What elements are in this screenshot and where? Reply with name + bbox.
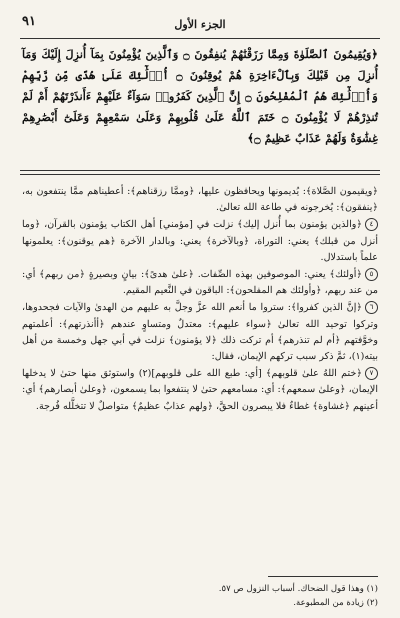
tafsir-body xyxy=(22,184,378,570)
verse-number-badge: ٦ xyxy=(365,301,378,314)
header-rule xyxy=(20,38,380,39)
verse-number-badge: ٤ xyxy=(365,218,378,231)
tafsir-paragraph: ٦﴿إنَّ الذين كفروا﴾: ستروا ما أنعم الله عزَّ وجلَّ به عليهم من الهدىٰ والآيات فجحدوها، وتركوا توحيد الله تعالىٰ ﴿سواء عليهم﴾: معتدلٌ ومتساوٍ عندهم ﴿أأنذرتهم﴾: أعلمتهم وخوَّفتهم ﴿أم لم تنذرهم﴾ أم تركت ذلك ﴿لا يؤمنون﴾ نزلت في أبي جهل وخمسة من أهل بيته(١)، ثمَّ ذكر سبب تركهم الإيمان، فقال: xyxy=(22,302,378,363)
footnote-2: (٢) زيادة من المطبوعة. xyxy=(293,598,378,608)
quran-verses: ﴿وَيُقِيمُونَ ٱلصَّلَوٰةَ وَمِمَّا رَزَقْنَٰهُمْ يُنفِقُونَ ۝ وَٱلَّذِينَ يُؤْمِنُونَ بِمَآ أُنزِلَ إِلَيْكَ وَمَآ أُنزِلَ مِن قَبْلِكَ وَبِٱلْءَاخِرَةِ هُمْ يُوقِنُونَ ۝ أُو۟لَٰٓئِكَ عَلَىٰ هُدًى مِّن رَّبِّهِمْ وَأُو۟لَٰٓئِكَ هُمُ ٱلْمُفْلِحُونَ ۝ إِنَّ ٱلَّذِينَ كَفَرُوا۟ سَوَآءٌ عَلَيْهِمْ ءَأَنذَرْتَهُمْ أَمْ لَمْ تُنذِرْهُمْ لَا يُؤْمِنُونَ ۝ خَتَمَ ٱللَّهُ عَلَىٰ قُلُوبِهِمْ وَعَلَىٰ سَمْعِهِمْ وَعَلَىٰٓ أَبْصَٰرِهِمْ غِشَٰوَةٌ وَلَهُمْ عَذَابٌ عَظِيمٌ ۝﴾ xyxy=(22,47,378,145)
tafsir-paragraph: ﴿ويقيمون الصَّلاة﴾: يُديمونها ويحافظون عليها، ﴿وممَّا رزقناهم﴾: أعطيناهم ممَّا ينتفعون به، ﴿ينفقون﴾: يُخرجونه في طاعة الله تعالىٰ. xyxy=(22,186,378,214)
footnote-rule xyxy=(268,576,378,577)
tafsir-paragraph: ٧﴿ختم اللهُ علىٰ قلوبهم﴾ [أي: طبع الله على قلوبهم](٢) واستوثق منها حتىٰ لا يدخلها الإيمان، ﴿وعلىٰ سمعهم﴾: أي: مسامعهم حتىٰ لا ينتفعوا بما يسمعون، ﴿وعلىٰ أبصارهم﴾ أي: أعينهم ﴿غشاوة﴾ غطاءٌ فلا يبصرون الحقَّ، ﴿ولهم عذابٌ عظيمٌ﴾ متواصلٌ لا تتخلَّله فُرجة. xyxy=(22,368,378,412)
footnote-1: (١) وهذا قول الضحاك. أسباب النزول ص ٥٧. xyxy=(218,584,378,594)
section-divider xyxy=(20,170,380,175)
running-title: الجزء الأول xyxy=(174,17,226,31)
footnotes xyxy=(22,582,378,610)
verse-number-badge: ٥ xyxy=(365,268,378,281)
page-number: ٩١ xyxy=(22,14,36,29)
page-header xyxy=(22,14,378,34)
verse-number-badge: ٧ xyxy=(365,367,378,380)
tafsir-paragraph: ٥﴿أولئك﴾ يعني: الموصوفين بهذه الصِّفات. ﴿علىٰ هدىً﴾: بيانٍ وبصيرةٍ ﴿من ربهم﴾ أي: من عند ربهم، ﴿وأولئك هم المفلحون﴾: الباقون في النَّعيم المقيم. xyxy=(22,269,378,297)
tafsir-paragraph: ٤﴿والذين يؤمنون بما أُنزل إليك﴾ نزلت في [مؤمني] أهل الكتاب يؤمنون بالقرآن، ﴿وما أنزل من قبلك﴾ يعني: التوراة، ﴿وبالآخرة﴾ يعني: وبالدار الآخرة ﴿هم يوقنون﴾: يعلمونها علماً باستدلال. xyxy=(22,219,378,263)
